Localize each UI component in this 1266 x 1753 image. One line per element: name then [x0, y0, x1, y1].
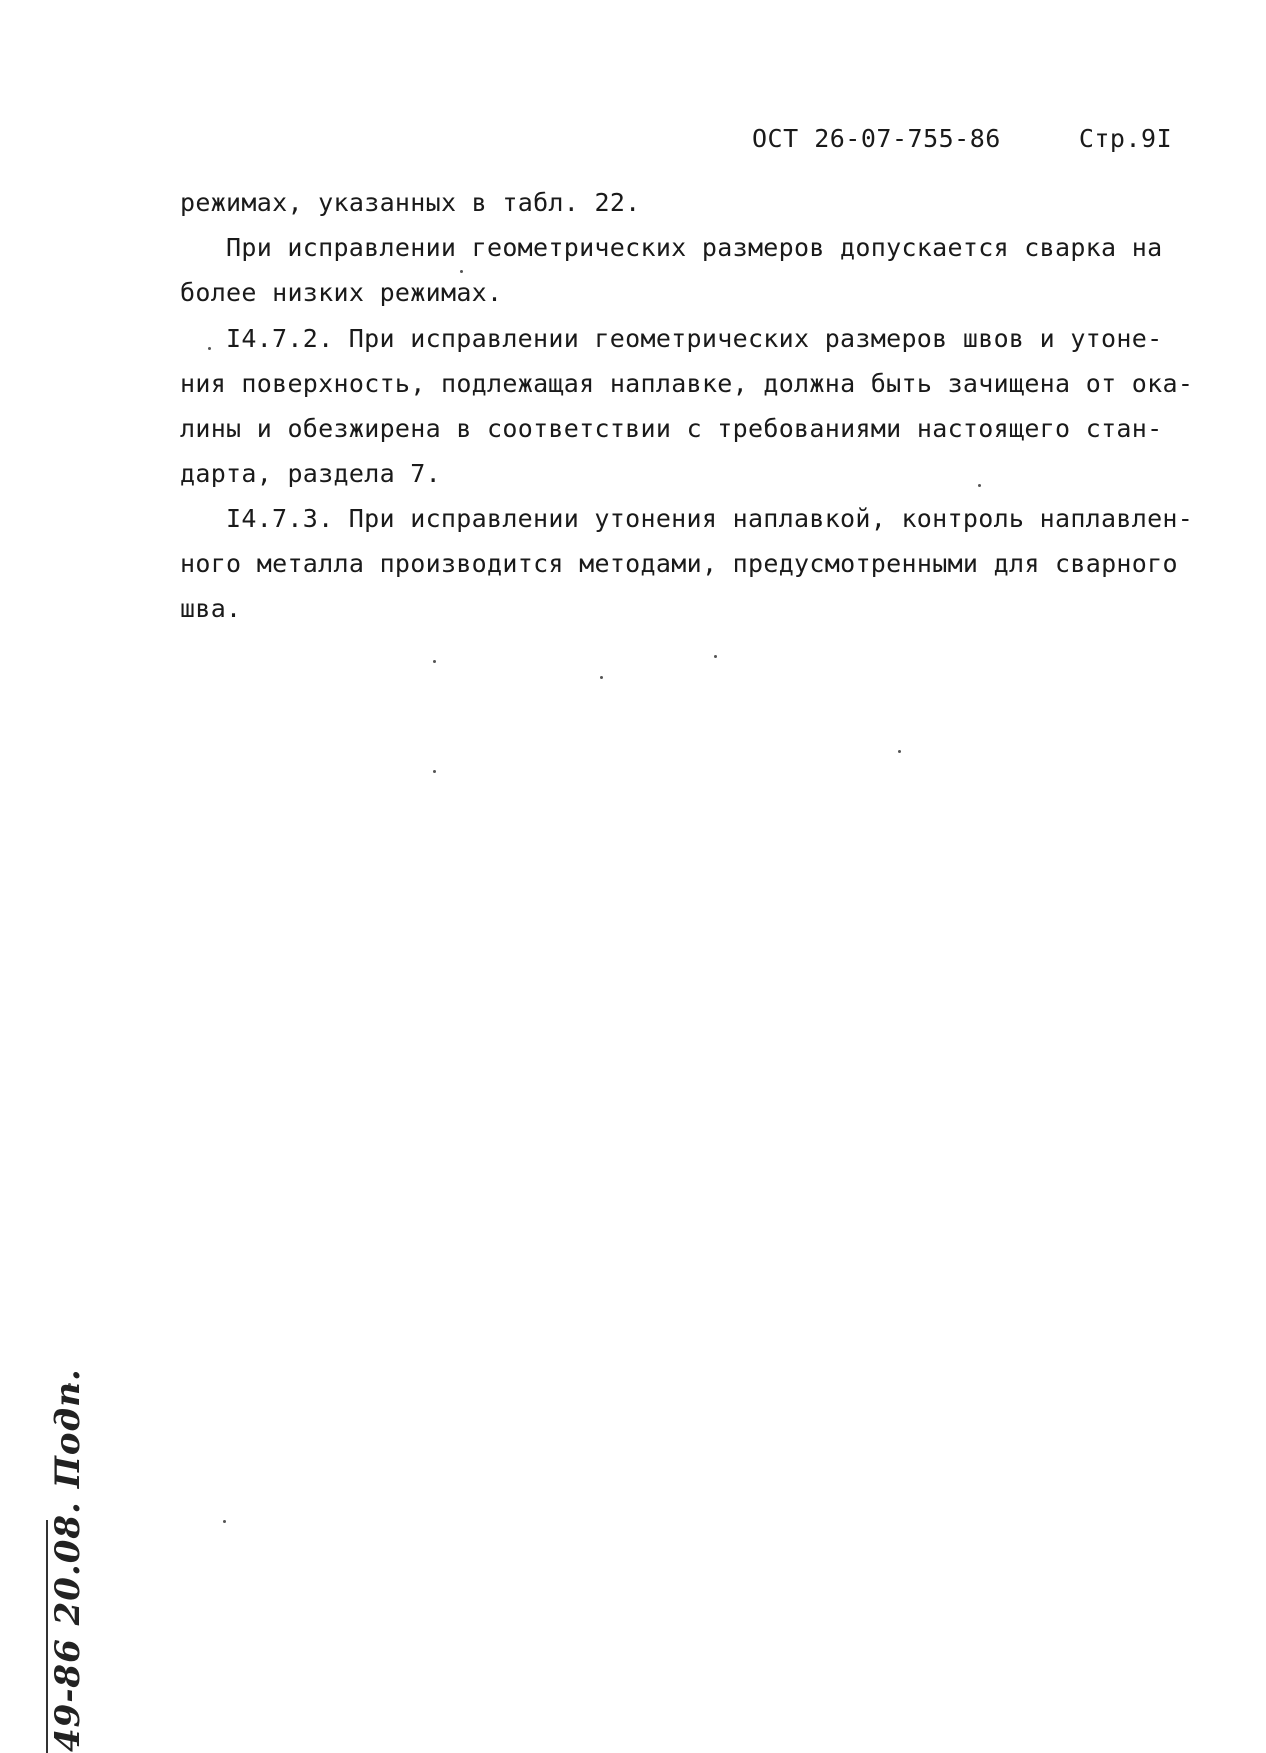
paragraph-first-line: При исправлении геометрических размеров допускается сварка на	[226, 233, 1163, 262]
scan-speck	[223, 1520, 226, 1523]
scan-speck	[714, 655, 717, 658]
clause-14-7-3-heading: I4.7.3. При исправлении утонения наплавкой, контроль наплавлен-	[226, 504, 1194, 533]
scan-speck	[433, 770, 436, 773]
scan-speck	[978, 484, 981, 487]
text-line: режимах, указанных в табл. 22.	[180, 188, 641, 217]
text-line: дарта, раздела 7.	[180, 459, 441, 488]
text-line: ного металла производится методами, предусмотренными для сварного	[180, 549, 1178, 578]
scan-speck	[460, 270, 463, 273]
text-line: лины и обезжирена в соответствии с требованиями настоящего стан-	[180, 414, 1163, 443]
scan-speck	[208, 347, 211, 350]
scan-speck	[898, 750, 901, 753]
scan-speck	[433, 660, 436, 663]
text-line: шва.	[180, 594, 242, 623]
document-code: ОСТ 26-07-755-86	[752, 124, 1001, 153]
clause-14-7-2-heading: I4.7.2. При исправлении геометрических размеров швов и утоне-	[226, 324, 1163, 353]
page-header	[752, 124, 1172, 153]
page-number: Стр.9I	[1078, 124, 1173, 153]
text-line: более низких режимах.	[180, 278, 503, 307]
margin-handwritten-note: 49-86 20.08. Подп.	[48, 1368, 88, 1752]
scan-speck	[600, 676, 603, 679]
text-line: ния поверхность, подлежащая наплавке, должна быть зачищена от ока-	[180, 369, 1194, 398]
